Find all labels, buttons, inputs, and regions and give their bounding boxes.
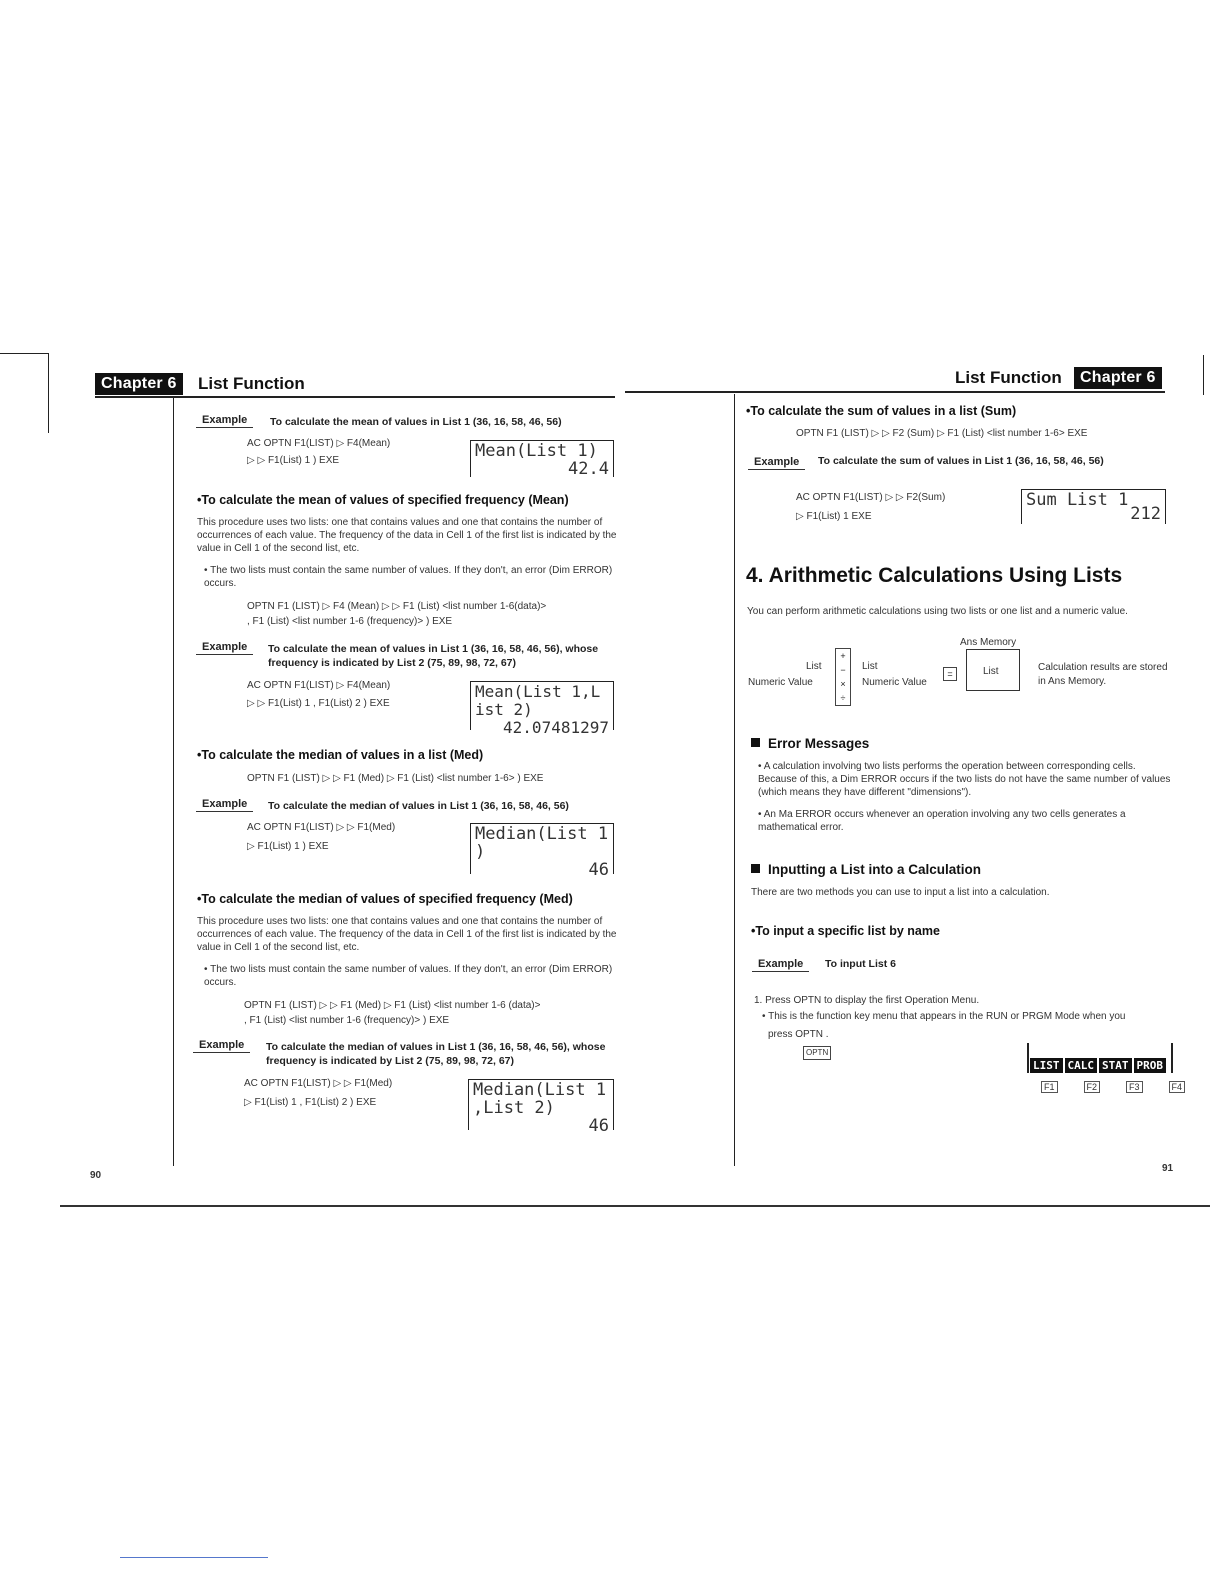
key-sequence: , F1 (List) <list number 1-6 (frequency)> ) EXE bbox=[247, 616, 453, 627]
f4-key: F4 bbox=[1169, 1081, 1186, 1093]
page-number: 90 bbox=[90, 1170, 102, 1181]
bullet-note: press OPTN . bbox=[768, 1029, 829, 1040]
lcd-display bbox=[470, 681, 614, 737]
lcd-line: Median(List 1 bbox=[473, 1080, 607, 1100]
equals-key: = bbox=[943, 667, 957, 681]
lcd-line: Mean(List 1,L bbox=[475, 682, 601, 701]
lcd-line: Mean(List 1) bbox=[475, 441, 598, 461]
function-keys bbox=[1041, 1081, 1211, 1093]
key-sequence: AC OPTN F1(LIST) ▷ ▷ F2(Sum) bbox=[796, 492, 946, 503]
chapter-section-title: 4. Arithmetic Calculations Using Lists bbox=[746, 564, 1123, 587]
page-number: 91 bbox=[1162, 1163, 1174, 1174]
example-text: To calculate the mean of values in List 1 (36, 16, 58, 46, 56), whose frequency is indicated by List 2 (75, 89, 98, 72, 67) bbox=[268, 643, 599, 669]
key-sequence: ▷ F1(List) 1 , F1(List) 2 ) EXE bbox=[244, 1097, 377, 1108]
lcd-result: 46 bbox=[588, 860, 609, 880]
example-label: Example bbox=[748, 456, 805, 470]
section-heading: •To input a specific list by name bbox=[751, 924, 940, 938]
paragraph: You can perform arithmetic calculations using two lists or one list and a numeric value. bbox=[747, 606, 1128, 617]
paragraph: This procedure uses two lists: one that contains values and one that contains the number of occurrences of each value. The frequency of the data in Cell 1 of the first list is indicated by the value in Cell 1 of the second list, etc. bbox=[197, 916, 617, 953]
lcd-line: ) bbox=[475, 842, 486, 862]
key-sequence: OPTN F1 (LIST) ▷ ▷ F2 (Sum) ▷ F1 (List) <list number 1-6> EXE bbox=[796, 428, 1088, 439]
scan-link-mark bbox=[120, 1557, 268, 1558]
binding-mark bbox=[0, 353, 48, 354]
optn-key bbox=[803, 1045, 831, 1061]
f2-key: F2 bbox=[1084, 1081, 1101, 1093]
lcd-result: 42.4 bbox=[568, 459, 609, 479]
paragraph: There are two methods you can use to input a list into a calculation. bbox=[751, 887, 1050, 898]
key-sequence: OPTN F1 (LIST) ▷ F4 (Mean) ▷ ▷ F1 (List) <list number 1-6(data)> bbox=[247, 601, 547, 612]
key-sequence: ▷ F1(List) 1 ) EXE bbox=[247, 841, 329, 852]
plus-icon: + bbox=[840, 651, 846, 661]
result-note: Calculation results are stored in Ans Memory. bbox=[1038, 662, 1168, 687]
chapter-title: List Function bbox=[955, 368, 1062, 387]
lcd-display bbox=[470, 440, 614, 477]
menu-list: LIST bbox=[1030, 1058, 1063, 1073]
inputting-list-heading bbox=[751, 862, 981, 877]
chapter-badge: Chapter 6 bbox=[1074, 367, 1162, 389]
bullet-note: • An Ma ERROR occurs whenever an operation involving any two cells generates a mathematical error. bbox=[758, 809, 1126, 833]
edge-rule bbox=[1203, 355, 1204, 395]
example-text: To calculate the sum of values in List 1 (36, 16, 58, 46, 56) bbox=[818, 455, 1104, 467]
key-sequence: OPTN F1 (LIST) ▷ ▷ F1 (Med) ▷ F1 (List) <list number 1-6> ) EXE bbox=[247, 773, 544, 784]
lcd-display bbox=[470, 823, 614, 880]
f1-key: F1 bbox=[1041, 1081, 1058, 1093]
ans-memory-label: Ans Memory bbox=[960, 637, 1017, 648]
heading-text: Inputting a List into a Calculation bbox=[768, 862, 981, 877]
lcd-line: ist 2) bbox=[475, 700, 533, 719]
diagram-numeric-a: Numeric Value bbox=[748, 677, 813, 688]
section-heading: •To calculate the median of values of specified frequency (Med) bbox=[197, 892, 573, 906]
lcd-display bbox=[1021, 489, 1166, 524]
bullet-note: • A calculation involving two lists performs the operation between corresponding cells. Because of this, a Dim ERROR occurs if the two lists do not have the same number of values (which means they have different "dimensions"). bbox=[758, 761, 1171, 798]
margin-rule bbox=[173, 398, 174, 1166]
step-text: 1. Press OPTN to display the first Operation Menu. bbox=[754, 995, 980, 1006]
section-heading: •To calculate the sum of values in a list (Sum) bbox=[746, 404, 1017, 418]
lcd-edge bbox=[1027, 1043, 1029, 1073]
page-bottom-rule bbox=[60, 1205, 1210, 1207]
margin-rule bbox=[734, 394, 735, 1166]
lcd-result: 42.07481297 bbox=[503, 718, 609, 737]
section-square-icon bbox=[751, 864, 760, 873]
bullet-note: • The two lists must contain the same number of values. If they don't, an error (Dim ERROR) occurs. bbox=[204, 964, 613, 988]
times-icon: × bbox=[840, 679, 846, 689]
section-square-icon bbox=[751, 738, 760, 747]
result-bracket bbox=[966, 649, 1020, 691]
paragraph: This procedure uses two lists: one that contains values and one that contains the number of occurrences of each value. The frequency of the data in Cell 1 of the first list is indicated by the value in Cell 1 of the second list, etc. bbox=[197, 517, 617, 554]
example-label: Example bbox=[196, 414, 253, 428]
chapter-title: List Function bbox=[198, 374, 305, 393]
diagram-numeric-b: Numeric Value bbox=[862, 677, 927, 688]
bullet-note: • The two lists must contain the same number of values. If they don't, an error (Dim ERROR) occurs. bbox=[204, 565, 613, 589]
lcd-result: 46 bbox=[588, 1116, 609, 1136]
key-sequence: AC OPTN F1(LIST) ▷ ▷ F1(Med) bbox=[244, 1078, 393, 1089]
lcd-line: Median(List 1 bbox=[475, 824, 609, 844]
bullet-note: • This is the function key menu that appears in the RUN or PRGM Mode when you bbox=[762, 1011, 1126, 1022]
key-sequence: , F1 (List) <list number 1-6 (frequency)> ) EXE bbox=[244, 1015, 450, 1026]
example-label: Example bbox=[752, 958, 809, 972]
lcd-result: 212 bbox=[1130, 504, 1161, 524]
chapter-badge: Chapter 6 bbox=[95, 373, 183, 395]
key-sequence: AC OPTN F1(LIST) ▷ ▷ F1(Med) bbox=[247, 822, 396, 833]
key-sequence: OPTN F1 (LIST) ▷ ▷ F1 (Med) ▷ F1 (List) <list number 1-6 (data)> bbox=[244, 1000, 541, 1011]
example-text: To input List 6 bbox=[825, 958, 896, 970]
lcd-line: ,List 2) bbox=[473, 1098, 555, 1118]
diagram-list-b: List bbox=[862, 661, 878, 672]
key-sequence: ▷ ▷ F1(List) 1 , F1(List) 2 ) EXE bbox=[247, 698, 390, 709]
f3-key: F3 bbox=[1126, 1081, 1143, 1093]
optn-key-label: OPTN bbox=[803, 1046, 831, 1060]
binding-mark bbox=[48, 353, 49, 433]
heading-text: Error Messages bbox=[768, 736, 870, 751]
menu-prob: PROB bbox=[1134, 1058, 1167, 1073]
diagram-list-result: List bbox=[983, 666, 999, 677]
example-label: Example bbox=[193, 1039, 250, 1053]
key-sequence: ▷ F1(List) 1 EXE bbox=[796, 511, 872, 522]
key-sequence: AC OPTN F1(LIST) ▷ F4(Mean) bbox=[247, 438, 391, 449]
key-sequence: AC OPTN F1(LIST) ▷ F4(Mean) bbox=[247, 680, 391, 691]
lcd-line: Sum List 1 bbox=[1026, 490, 1129, 510]
diagram-list-a: List bbox=[806, 661, 822, 672]
example-label: Example bbox=[196, 641, 253, 655]
function-menu-bar bbox=[1030, 1058, 1166, 1073]
equals-icon bbox=[943, 664, 957, 682]
section-heading: •To calculate the median of values in a list (Med) bbox=[197, 748, 484, 762]
example-text: To calculate the median of values in List 1 (36, 16, 58, 46, 56), whose frequency is indicated by List 2 (75, 89, 98, 72, 67) bbox=[266, 1041, 606, 1067]
example-label: Example bbox=[196, 798, 253, 812]
divide-icon: ÷ bbox=[840, 693, 846, 703]
menu-calc: CALC bbox=[1065, 1058, 1098, 1073]
minus-icon: − bbox=[840, 665, 846, 675]
operator-box bbox=[835, 648, 851, 706]
lcd-display bbox=[468, 1079, 614, 1136]
lcd-edge bbox=[1171, 1043, 1173, 1073]
example-text: To calculate the median of values in List 1 (36, 16, 58, 46, 56) bbox=[268, 800, 569, 812]
header-rule bbox=[625, 391, 1165, 393]
menu-stat: STAT bbox=[1099, 1058, 1132, 1073]
key-sequence: ▷ ▷ F1(List) 1 ) EXE bbox=[247, 455, 340, 466]
error-messages-heading bbox=[751, 736, 869, 751]
example-text: To calculate the mean of values in List 1 (36, 16, 58, 46, 56) bbox=[270, 416, 562, 428]
section-heading: •To calculate the mean of values of specified frequency (Mean) bbox=[197, 493, 569, 507]
